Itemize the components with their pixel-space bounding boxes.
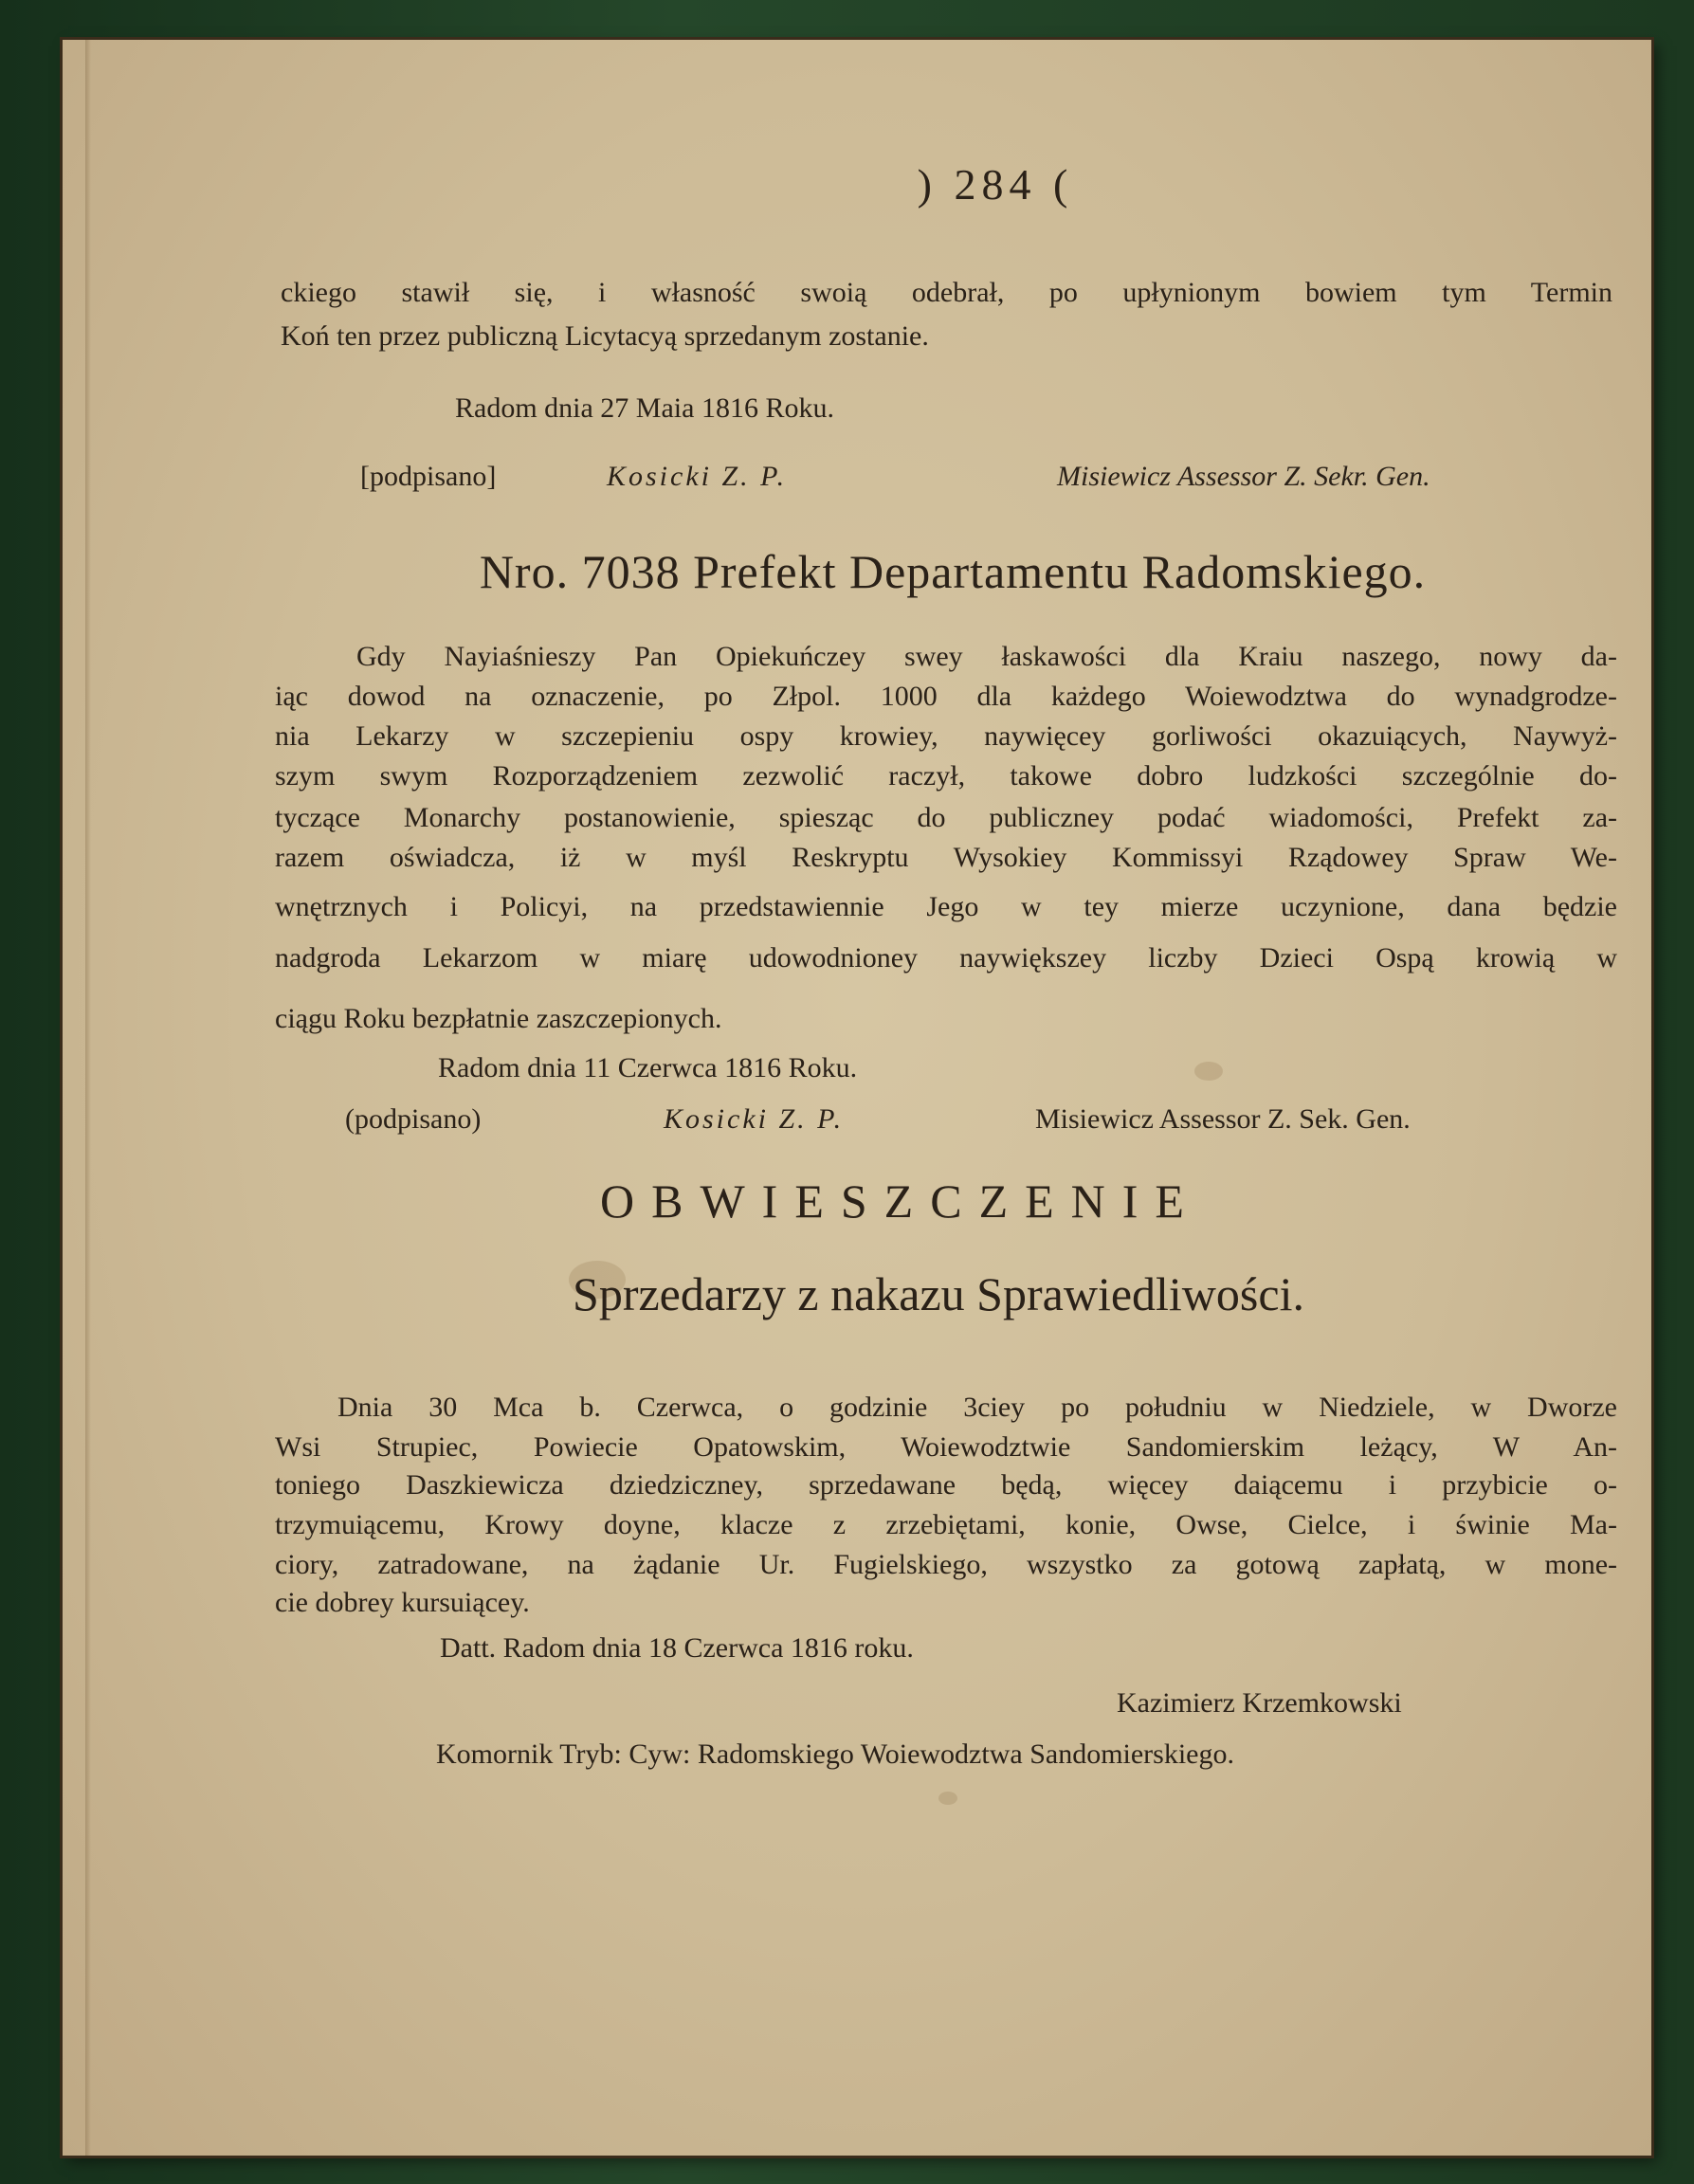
sale-line: toniego Daszkiewicza dziedziczney, sprzedawane będą, więcey daiącemu i przybicie o- [275, 1469, 1617, 1501]
sale-line: trzymuiącemu, Krowy doyne, klacze z zrzebiętami, konie, Owse, Cielce, i świnie Ma- [275, 1509, 1617, 1540]
notice-line: iąc dowod na oznaczenie, po Złpol. 1000 dla każdego Woiewodztwa do wynadgrodze- [275, 681, 1617, 712]
sale-line: Wsi Strupiec, Powiecie Opatowskim, Woiewodztwie Sandomierskim leżący, W An- [275, 1431, 1617, 1463]
sale-line: cie dobrey kursuiącey. [275, 1587, 530, 1618]
section-heading: Nro. 7038 Prefekt Departamentu Radomskiego. [479, 545, 1427, 598]
signer-name: Kazimierz Krzemkowski [1117, 1687, 1402, 1719]
signature-assessor: Misiewicz Assessor Z. Sekr. Gen. [1057, 461, 1430, 492]
signature-label: (podpisano) [345, 1103, 482, 1135]
notice-line: szym swym Rozporządzeniem zezwolić raczył, takowe dobro ludzkości szczególnie do- [275, 760, 1617, 792]
signature-name: Kosicki Z. P. [664, 1103, 845, 1135]
announcement-title: OBWIESZCZENIE [600, 1174, 1201, 1228]
sale-line: ciory, zatradowane, na żądanie Ur. Fugielskiego, wszystko za gotową zapłatą, w mone- [275, 1549, 1617, 1580]
page-binding-edge [85, 40, 91, 2156]
signer-title: Komornik Tryb: Cyw: Radomskiego Woiewodztwa Sandomierskiego. [436, 1738, 1234, 1770]
document-page [63, 40, 1651, 2156]
intro-line: Koń ten przez publiczną Licytacyą sprzedanym zostanie. [281, 320, 929, 352]
notice-line: nadgroda Lekarzom w miarę udowodnioney naywiększey liczby Dzieci Ospą krowią w [275, 942, 1617, 974]
intro-line: ckiego stawił się, i własność swoią odebrał, po upłynionym bowiem tym Termin [281, 277, 1612, 308]
signature-assessor: Misiewicz Assessor Z. Sek. Gen. [1035, 1103, 1411, 1135]
date-line: Radom dnia 11 Czerwca 1816 Roku. [438, 1052, 858, 1083]
notice-line: Gdy Nayiaśnieszy Pan Opiekuńczey swey łaskawości dla Kraiu naszego, nowy da- [356, 641, 1617, 672]
notice-line: razem oświadcza, iż w myśl Reskryptu Wysokiey Kommissyi Rządowey Spraw We- [275, 842, 1617, 873]
signature-name: Kosicki Z. P. [607, 461, 788, 492]
paper-stain [1194, 1062, 1223, 1081]
notice-line: ciągu Roku bezpłatnie zaszczepionych. [275, 1003, 722, 1034]
sale-line: Dnia 30 Mca b. Czerwca, o godzinie 3ciey po południu w Niedziele, w Dworze [337, 1392, 1617, 1423]
signature-label: [podpisano] [360, 461, 497, 492]
page-number: ) 284 ( [917, 160, 1074, 209]
date-line: Radom dnia 27 Maia 1816 Roku. [455, 392, 834, 424]
date-line: Datt. Radom dnia 18 Czerwca 1816 roku. [440, 1632, 914, 1664]
notice-line: wnętrznych i Policyi, na przedstawiennie Jego w tey mierze uczynione, dana będzie [275, 891, 1617, 922]
notice-line: tyczące Monarchy postanowienie, spiesząc do publiczney podać wiadomości, Prefekt za- [275, 802, 1617, 833]
notice-line: nia Lekarzy w szczepieniu ospy krowiey, naywięcey gorliwości okazuiących, Naywyż- [275, 720, 1617, 752]
paper-stain [938, 1792, 957, 1805]
announcement-subtitle: Sprzedarzy z nakazu Sprawiedliwości. [573, 1267, 1304, 1320]
